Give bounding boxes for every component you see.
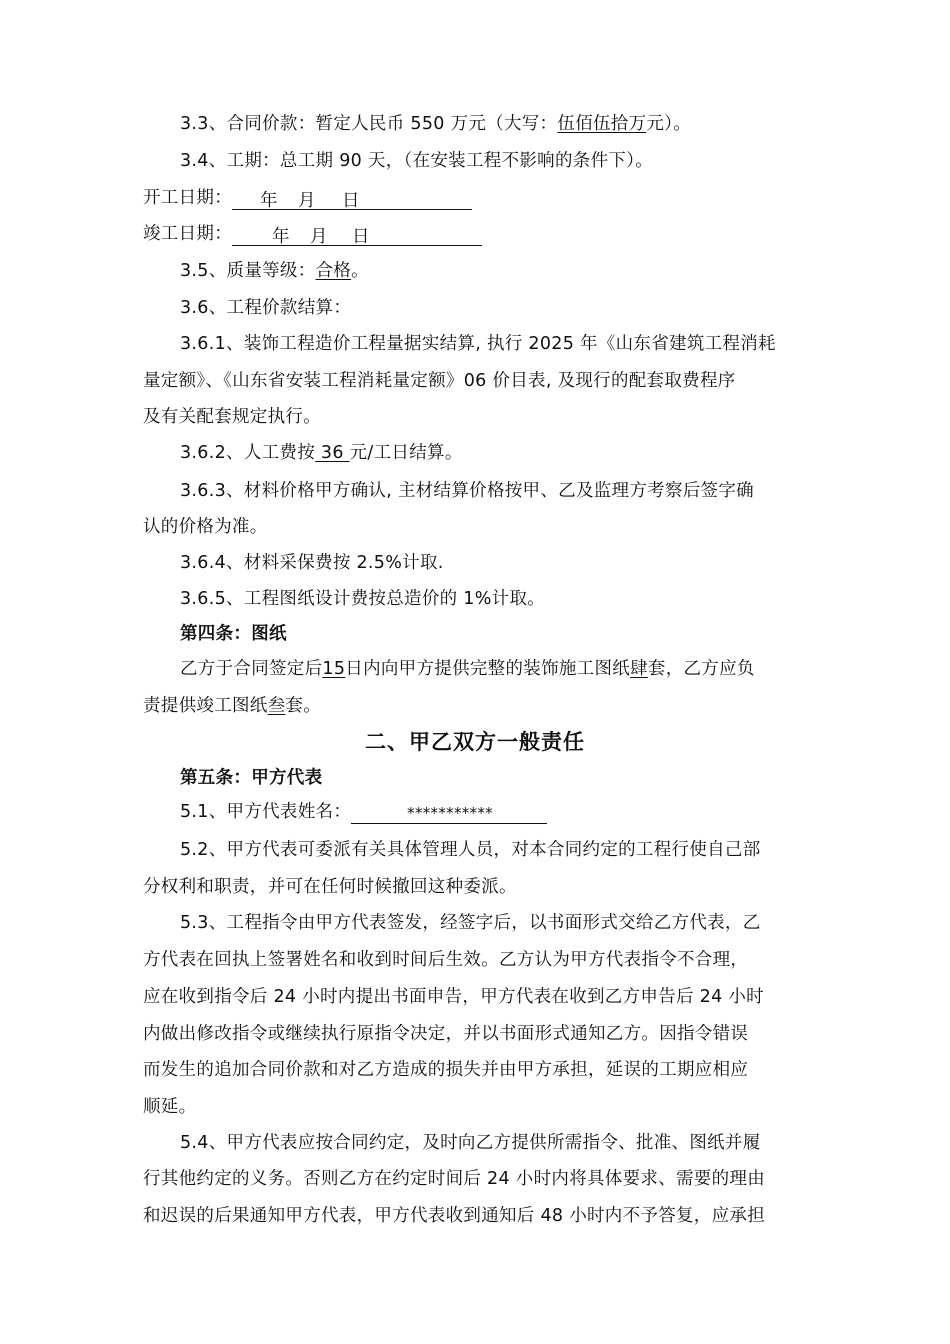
clause-5-2-line2: 分权利和职责，并可在任何时候撤回这种委派。 (143, 877, 517, 897)
clause-3-6-4: 3.6.4、材料采保费按 2.5%计取. (180, 553, 444, 573)
section-2-heading: 二、甲乙双方一般责任 (365, 730, 585, 754)
representative-name-blank (351, 803, 547, 824)
clause-5-4-line3: 和迟误的后果通知甲方代表，甲方代表收到通知后 48 小时内不予答复，应承担 (143, 1206, 765, 1226)
clause-5-3-line4: 内做出修改指令或继续执行原指令决定，并以书面形式通知乙方。因指令错误 (143, 1024, 749, 1044)
clause-3-6-1-line2: 量定额》、《山东省安装工程消耗量定额》06 价目表, 及现行的配套取费程序 (143, 371, 736, 391)
clause-5-2-line1: 5.2、甲方代表可委派有关具体管理人员，对本合同约定的工程行使自己部 (180, 840, 761, 860)
clause-3-5-prefix: 3.5、质量等级： (180, 261, 316, 281)
clause-5-3-line1: 5.3、工程指令由甲方代表签发，经签字后，以书面形式交给乙方代表，乙 (180, 913, 761, 933)
start-date-label: 开工日期： (143, 188, 232, 208)
clause-3-3-suffix: 元）。 (646, 114, 692, 134)
clause-3-6-2-prefix: 3.6.2、人工费按 (180, 443, 316, 463)
end-date-blank (232, 225, 482, 246)
article-4-line2 (143, 694, 321, 718)
clause-3-5-suffix: 。 (351, 261, 369, 281)
clause-3-6-2-suffix: 元/工日结算。 (349, 443, 463, 463)
clause-3-6-2 (180, 441, 463, 465)
start-date-line (143, 186, 472, 210)
clause-5-1 (180, 800, 547, 824)
clause-3-3 (180, 112, 691, 136)
end-date-day: 日 (352, 227, 370, 247)
end-date-line (143, 222, 482, 246)
clause-3-6: 3.6、工程价款结算： (180, 298, 352, 318)
labor-rate: 36 (315, 443, 350, 463)
clause-5-3-line6: 顺延。 (143, 1097, 197, 1117)
start-date-day: 日 (342, 191, 360, 211)
start-date-year: 年 (260, 191, 278, 211)
article-4-line2-suffix: 套。 (285, 696, 322, 716)
start-date-month: 月 (298, 191, 316, 211)
clause-3-4: 3.4、工期：总工期 90 天，（在安装工程不影响的条件下）。 (180, 151, 654, 171)
clause-3-6-3-line1: 3.6.3、材料价格甲方确认, 主材结算价格按甲、乙及监理方考察后签字确 (180, 481, 754, 501)
clause-5-3-line2: 方代表在回执上签署姓名和收到时间后生效。乙方认为甲方代表指令不合理， (143, 950, 749, 970)
article-5-title: 第五条：甲方代表 (180, 768, 323, 788)
article-4-prefix: 乙方于合同签定后 (180, 659, 323, 679)
end-date-month: 月 (310, 227, 328, 247)
end-date-year: 年 (272, 227, 290, 247)
drawing-days: 15 (322, 659, 346, 679)
representative-name: *********** (407, 804, 493, 822)
clause-5-3-line5: 而发生的追加合同价款和对乙方造成的损失并由甲方承担，延误的工期应相应 (143, 1060, 749, 1080)
clause-3-6-5: 3.6.5、工程图纸设计费按总造价的 1%计取。 (180, 589, 546, 609)
article-4-line1 (180, 657, 755, 681)
article-4-mid: 日内向甲方提供完整的装饰施工图纸 (345, 659, 631, 679)
clause-3-3-prefix: 3.3、合同价款：暂定人民币 550 万元（大写： (180, 114, 558, 134)
end-date-label: 竣工日期： (143, 224, 232, 244)
article-4-suffix: 套，乙方应负 (647, 659, 755, 679)
as-built-drawing-sets: 叁 (267, 696, 286, 716)
drawing-sets: 肆 (630, 659, 648, 679)
clause-3-6-1-line3: 及有关配套规定执行。 (143, 407, 321, 427)
clause-3-5 (180, 259, 369, 283)
contract-amount-words: 伍佰伍拾万 (557, 114, 647, 134)
clause-5-1-label: 5.1、甲方代表姓名： (180, 802, 352, 822)
quality-grade: 合格 (315, 261, 352, 281)
clause-5-3-line3: 应在收到指令后 24 小时内提出书面申告，甲方代表在收到乙方申告后 24 小时 (143, 987, 764, 1007)
clause-5-4-line2: 行其他约定的义务。否则乙方在约定时间后 24 小时内将具体要求、需要的理由 (143, 1169, 765, 1189)
clause-3-6-1-line1: 3.6.1、装饰工程造价工程量据实结算, 执行 2025 年《山东省建筑工程消耗 (180, 334, 776, 354)
clause-5-4-line1: 5.4、甲方代表应按合同约定，及时向乙方提供所需指令、批准、图纸并履 (180, 1133, 761, 1153)
clause-3-6-3-line2: 认的价格为准。 (143, 517, 268, 537)
article-4-title: 第四条：图纸 (180, 624, 287, 644)
article-4-line2-prefix: 责提供竣工图纸 (143, 696, 268, 716)
start-date-blank (232, 189, 472, 210)
